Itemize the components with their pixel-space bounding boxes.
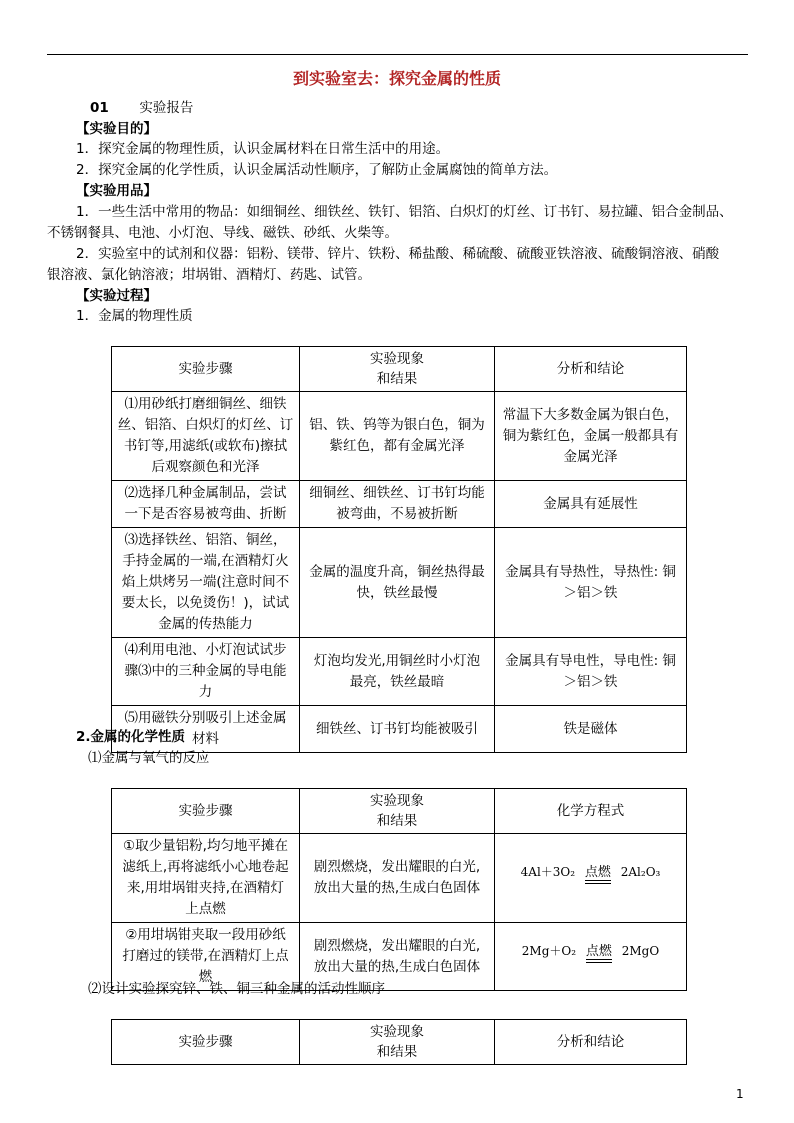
cell-line: 一下是否容易被弯曲、折断 [124,506,287,522]
result-cell [300,392,495,481]
cell-line: 力 [198,684,213,700]
step-cell [112,528,300,638]
result-cell [300,481,495,528]
cell-line: 铝、铁、钨等为银白色，铜为 [309,417,485,433]
supplies-item-1a: 1．一些生活中常用的物品：如细铜丝、细铁丝、铁钉、铝箔、白炽灯的灯丝、订书钉、易拉罐、铝合金制品、 [76,204,733,220]
section-label: 实验报告 [139,100,194,116]
header-result-line2: 和结果 [376,813,418,829]
header-result-line1: 实验现象 [370,793,424,809]
cell-line: 燃 [198,969,213,985]
purpose-heading: 【实验目的】 [76,121,157,137]
header-result-line2: 和结果 [376,1044,418,1060]
supplies-heading: 【实验用品】 [76,183,157,199]
header-step: 实验步骤 [112,347,300,392]
table-header-row [112,347,687,392]
equation-reactants: 2Mg＋O₂ [521,943,577,958]
cell-line: ＞铝＞铁 [563,584,618,601]
cell-line: 丝、铝箔、白炽灯的灯丝、订 [117,417,294,433]
oxygen-reaction-table [111,788,687,991]
cell-line: 金属的传热能力 [158,616,253,632]
section-number: 01 [90,100,109,116]
table-row [112,638,687,706]
header-conclusion: 分析和结论 [495,1020,687,1065]
cell-line: 材料 [192,731,219,747]
equation-cell [495,834,687,923]
cell-line: 剧烈燃烧，发出耀眼的白光, [313,937,481,954]
header-step: 实验步骤 [112,1020,300,1065]
cell-line: 细铁丝、订书钉均能被吸引 [316,720,478,737]
cell-line: 剧烈燃烧，发出耀眼的白光, [313,859,481,875]
cell-line: 灯泡均发光,用铜丝时小灯泡 [313,652,481,669]
result-cell [300,528,495,638]
cell-line: 铁是磁体 [563,720,618,737]
purpose-item-2: 2．探究金属的化学性质，认识金属活动性顺序，了解防止金属腐蚀的简单方法。 [76,162,558,178]
chemical-properties-heading: 2.金属的化学性质 [76,729,186,745]
cell-line: 被弯曲，不易被折断 [336,506,458,522]
conclusion-cell [495,638,687,706]
table-header-row [112,789,687,834]
cell-line: 来,用坩埚钳夹持,在酒精灯 [126,880,285,896]
cell-line: 书钉等,用滤纸(或软布)擦拭 [123,438,288,454]
cell-line: 放出大量的热,生成白色固体 [313,880,481,896]
header-step: 实验步骤 [112,789,300,834]
conclusion-cell [495,392,687,481]
step-cell [112,392,300,481]
cell-line: 铜为紫红色，金属一般都具有 [502,427,679,444]
process-heading: 【实验过程】 [76,288,157,304]
cell-line: ⑷利用电池、小灯泡试试步 [124,642,287,658]
step-cell [112,638,300,706]
table-header-row [112,1020,687,1065]
chemical-equation [522,941,659,973]
cell-line: 金属具有导热性，导热性: 铜 [505,563,676,580]
supplies-item-1b: 不锈钢餐具、电池、小灯泡、导线、磁铁、砂纸、火柴等。 [47,225,398,241]
table-row [112,392,687,481]
header-result-line1: 实验现象 [370,1024,424,1040]
supplies-item-2b: 银溶液、氯化钠溶液；坩埚钳、酒精灯、药匙、试管。 [47,267,371,283]
cell-line: 细铜丝、细铁丝、订书钉均能 [309,485,485,501]
result-cell [300,638,495,706]
cell-line: 放出大量的热,生成白色固体 [313,958,481,975]
header-result-line1: 实验现象 [370,351,424,367]
cell-line: 要太长，以免烫伤！)，试试 [121,595,290,611]
page-title: 到实验室去：探究金属的性质 [292,69,501,88]
cell-line: 焰上烘烤另一端(注意时间不 [121,574,290,590]
result-cell [300,834,495,923]
cell-line: 骤⑶中的三种金属的导电能 [124,663,287,679]
supplies-item-2a: 2．实验室中的试剂和仪器：铝粉、镁带、锌片、铁粉、稀盐酸、稀硫酸、硫酸亚铁溶液、硫酸铜溶液、硝酸 [76,246,720,262]
condition-label: 点燃 [584,865,611,880]
equation-products: 2MgO [621,943,660,958]
chemical-equation [521,862,661,894]
cell-line: 后观察颜色和光泽 [151,459,260,475]
table-row [112,481,687,528]
cell-line: 金属光泽 [563,448,618,465]
cell-line: 常温下大多数金属为银白色， [502,406,679,423]
conclusion-cell [495,528,687,638]
header-result [300,789,495,834]
header-conclusion: 分析和结论 [495,347,687,392]
cell-line: ⑸用磁铁分别吸引上述金属 [124,710,287,726]
header-result [300,347,495,392]
activity-order-heading: ⑵设计实验探究锌、铁、铜三种金属的活动性顺序 [88,981,385,997]
conclusion-cell [495,481,687,528]
cell-line: 上点燃 [185,901,226,917]
cell-line: ⑶选择铁丝、铝箔、铜丝， [124,532,287,548]
cell-line: ⑴用砂纸打磨细铜丝、细铁 [124,396,287,412]
step-cell [112,481,300,528]
equation-reactants: 4Al＋3O₂ [520,865,576,879]
cell-line: 最亮，铁丝最暗 [349,673,445,690]
cell-line: 金属具有导电性，导电性: 铜 [505,652,676,669]
cell-line: ＞铝＞铁 [563,673,618,690]
reaction-condition [585,866,611,894]
header-result-line2: 和结果 [376,371,418,387]
cell-line: 手持金属的一端,在酒精灯火 [122,553,289,569]
cell-line: 金属具有延展性 [543,495,638,512]
page-number: 1 [736,1087,744,1101]
cell-line: ①取少量铝粉,均匀地平摊在 [123,838,288,854]
cell-line: 滤纸上,再将滤纸小心地卷起 [122,859,289,875]
purpose-item-1: 1．探究金属的物理性质，认识金属材料在日常生活中的用途。 [76,141,450,157]
cell-line: 金属的温度升高，铜丝热得最 [309,563,485,580]
table-row [112,528,687,638]
equation-products: 2Al₂O₃ [620,865,661,879]
condition-label: 点燃 [585,943,612,959]
header-rule [47,54,748,55]
step-cell [112,834,300,923]
cell-line: 打磨过的镁带,在酒精灯上点 [122,948,289,964]
cell-line: ②用坩埚钳夹取一段用砂纸 [125,927,286,943]
activity-order-table [111,1019,687,1065]
reaction-condition [586,945,612,973]
header-equation: 化学方程式 [495,789,687,834]
cell-line: 快，铁丝最慢 [356,584,438,601]
cell-line: 紫红色，都有金属光泽 [329,438,465,454]
physical-properties-table [111,346,687,753]
header-result [300,1020,495,1065]
section-heading [90,98,794,118]
oxygen-reaction-heading: ⑴金属与氧气的反应 [88,750,210,766]
table-row [112,834,687,923]
process-sub1: 1．金属的物理性质 [76,308,193,324]
cell-line: ⑵选择几种金属制品，尝试 [124,485,287,501]
